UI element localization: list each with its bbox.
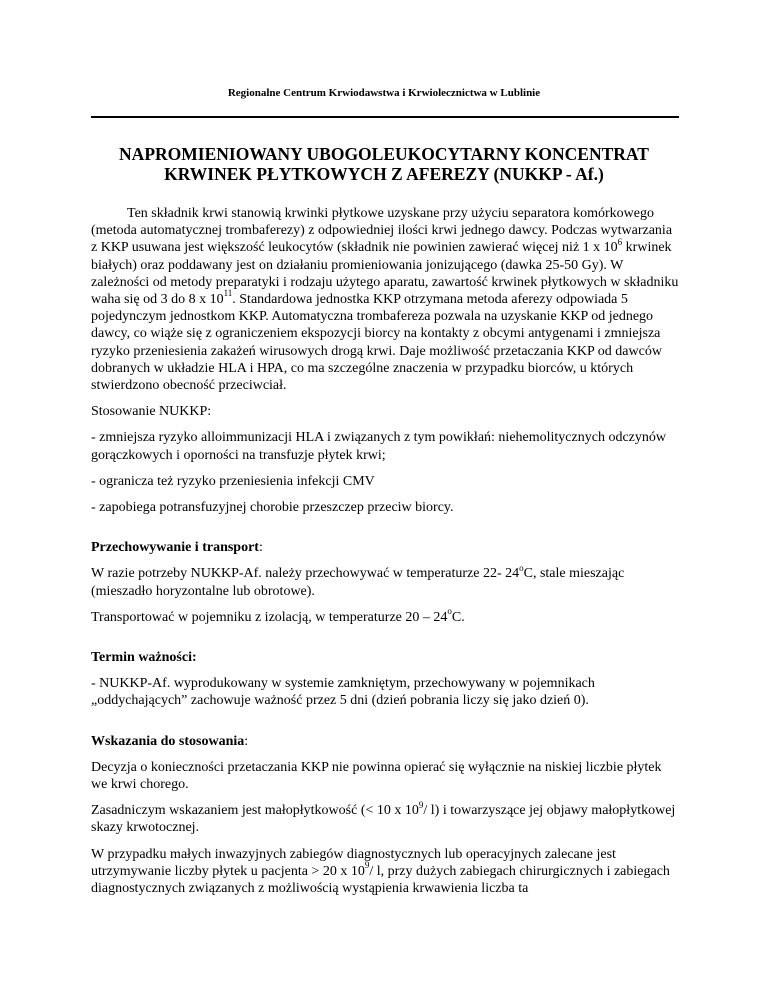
storage-text-1: W razie potrzeby NUKKP-Af. należy przechowywać w temperaturze 22- 24 [91, 566, 520, 582]
indications-heading-colon: : [244, 733, 249, 749]
institution-header: Regionalne Centrum Krwiodawstwa i Krwiolecznictwa w Lublinie [227, 87, 541, 99]
indications-sup-2: 9 [364, 860, 370, 871]
document-body [91, 205, 679, 906]
intro-paragraph [91, 205, 679, 394]
indications-heading [91, 733, 679, 750]
indications-heading-text: Wskazania do stosowania [91, 733, 245, 749]
indications-paragraph-3 [91, 846, 679, 898]
header-rule [91, 116, 679, 118]
storage-text-4: C. [451, 609, 465, 625]
usage-item: - zapobiega potransfuzyjnej chorobie przeszczep przeciw biorcy. [91, 500, 454, 516]
storage-text-2: C, stale mieszając (mieszadło horyzontalne lub obrotowe). [91, 566, 625, 599]
storage-heading-colon: : [258, 540, 263, 556]
usage-item: - ogranicza też ryzyko przeniesienia infekcji CMV [91, 473, 375, 489]
storage-text-3: Transportować w pojemniku z izolacją, w temperaturze 20 – 24 [91, 609, 448, 625]
intro-text-3: . Standardowa jednostka KKP otrzymana metoda aferezy odpowiada 5 pojedynczym jednostkom KKP. Automatyczna trombafereza pozwala na uzyskanie KKP od jednego dawcy, co wiąże się z ograniczeniem ekspozycji biorcy na kontakty z obcymi antygenami i zmniejsza ryzyko przeniesienia zakażeń wirusowych drogą krwi. Daje możliwość przetaczania KKP od dawców dobranych w układzie HLA i HPA, co ma szczególne znaczenia w przypadku biorców, u których stwierdzono obecność przeciwciał. [91, 292, 662, 394]
expiry-paragraph: - NUKKP-Af. wyprodukowany w systemie zamkniętym, przechowywany w pojemnikach „oddychających” zachowuje ważność przez 5 dni (dzień pobrania liczy się jako dzień 0). [91, 676, 595, 709]
storage-paragraph-2 [91, 606, 679, 626]
storage-heading [91, 539, 679, 556]
storage-heading-text: Przechowywanie i transport [91, 540, 259, 556]
intro-sup-2: 11 [223, 288, 233, 299]
title-line-1: NAPROMIENIOWANY UBOGOLEUKOCYTARNY KONCENTRAT [119, 144, 649, 164]
intro-text-2: krwinek białych) oraz poddawany jest on działaniu promieniowania jonizującego (dawka 25-50 Gy). W zależności od metody preparatyki i rodzaju użytego aparatu, zawartość krwinek płytkowych w składniku waha się od 3 do 8 x 10 [91, 240, 679, 308]
expiry-heading: Termin ważności: [91, 650, 197, 666]
storage-paragraph-1 [91, 562, 679, 599]
indications-paragraph-1: Decyzja o konieczności przetaczania KKP nie powinna opierać się wyłącznie na niskiej liczbie płytek we krwi chorego. [91, 759, 662, 793]
storage-sup-1: o [519, 562, 524, 573]
usage-heading: Stosowanie NUKKP: [91, 404, 212, 420]
indications-text-1: Zasadniczym wskazaniem jest małopłytkowość (< 10 x 10 [91, 803, 419, 819]
document-title [60, 144, 708, 184]
usage-item: - zmniejsza ryzyko alloimmunizacji HLA i związanych z tym powikłań: niehemolitycznych odczynów gorączkowych i oporności na transfuzje płytek krwi; [91, 430, 666, 463]
indications-text-2: / l) i towarzyszące jej objawy małopłytkowej skazy krwotocznej. [91, 803, 676, 836]
intro-text-1: Ten składnik krwi stanowią krwinki płytkowe uzyskane przy użyciu separatora komórkowego (metoda automatycznej trombaferezy) z odpowiedniej ilości krwi jednego dawcy. Podczas wytwarzania z KKP usuwana jest większość leukocytów (składnik nie powinien zawierać więcej niż 1 x 10 [91, 206, 673, 256]
indications-text-4: / l, przy dużych zabiegach chirurgicznych i zabiegach diagnostycznych związanych z możliwością wystąpienia krwawienia liczba ta [91, 863, 670, 897]
intro-sup-1: 6 [617, 236, 623, 247]
indications-text-3: W przypadku małych inwazyjnych zabiegów diagnostycznych lub operacyjnych zalecane jest utrzymywanie liczby płytek u pacjenta > 20 x 10 [91, 846, 616, 879]
indications-paragraph-2 [91, 799, 679, 836]
storage-sup-2: o [447, 606, 452, 617]
title-line-2: KRWINEK PŁYTKOWYCH Z AFEREZY (NUKKP - Af.) [164, 164, 604, 184]
indications-sup-1: 9 [418, 799, 424, 810]
